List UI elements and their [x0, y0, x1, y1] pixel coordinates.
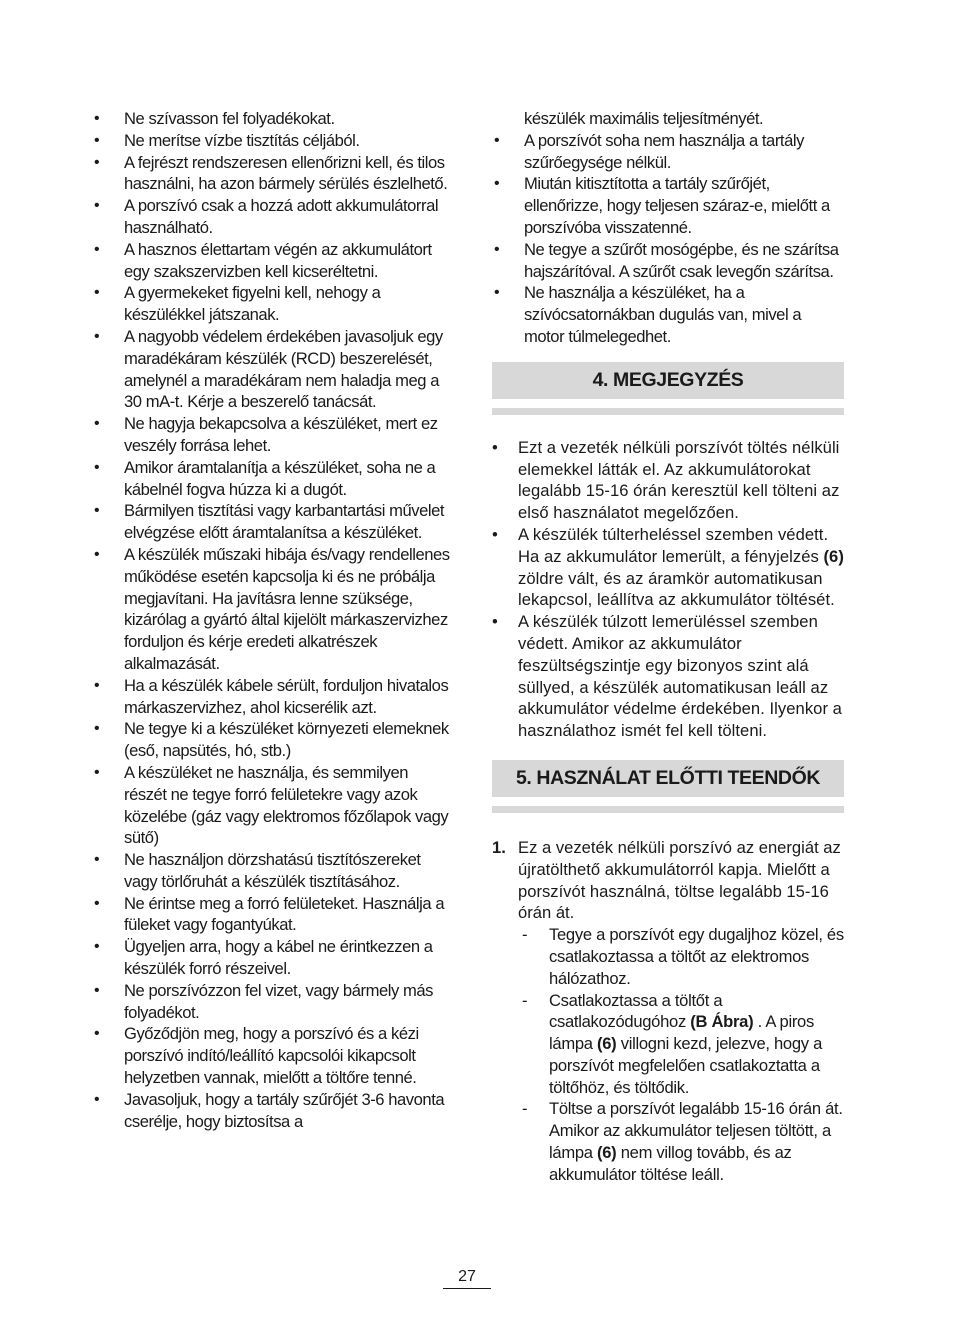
- note-bullet-list: [492, 437, 844, 742]
- bullet-dot-icon: •: [94, 153, 100, 171]
- safety-bullet-item: [92, 544, 452, 675]
- note-bullet-item: [492, 611, 844, 742]
- bullet-text: Ügyeljen arra, hogy a kábel ne érintkezzen a készülék forró részeivel.: [124, 937, 433, 979]
- dash-marker-icon: -: [522, 990, 528, 1010]
- dash-marker-icon: -: [522, 925, 528, 945]
- dash-item: [518, 924, 844, 989]
- bullet-text: Amikor áramtalanítja a készüléket, soha ne a kábelnél fogva húzza ki a dugót.: [124, 457, 436, 499]
- bullet-text: A hasznos élettartam végén az akkumulátort egy szakszervizben kell kicseréltetni.: [124, 239, 432, 281]
- bullet-text: Miután kitisztította a tartály szűrőjét, ellenőrizze, hogy teljesen száraz-e, mielőtt a porszívóba visszatenné.: [524, 174, 830, 237]
- bullet-text: Ne merítse vízbe tisztítás céljából.: [124, 130, 360, 150]
- safety-bullet-item: [92, 849, 452, 893]
- safety-bullet-item: [92, 1089, 452, 1133]
- bullet-text: Győződjön meg, hogy a porszívó és a kézi porszívó indító/leállító kapcsolói kikapcsolt helyzetben vannak, mielőtt a töltőre tenné.: [124, 1024, 419, 1088]
- dash-text: Tegye a porszívót egy dugaljhoz közel, és csatlakoztassa a töltőt az elektromos hálózathoz.: [549, 925, 844, 988]
- bullet-text: A készüléket ne használja, és semmilyen részét ne tegye forró felületekre vagy azok közelébe (gáz vagy elektromos főzőlapok vagy sütő): [124, 762, 449, 848]
- safety-bullet-item: [92, 282, 452, 326]
- bullet-dot-icon: •: [494, 175, 500, 193]
- step-number: 1.: [492, 837, 506, 857]
- bullet-dot-icon: •: [94, 981, 100, 999]
- dash-bold: (6): [597, 1143, 617, 1163]
- safety-bullet-item: [92, 1023, 452, 1088]
- bullet-dot-icon: •: [494, 240, 500, 258]
- step-item: [492, 837, 844, 1186]
- safety-bullet-item: [92, 936, 452, 980]
- section-4-heading: 4. MEGJEGYZÉS: [492, 362, 844, 399]
- bullet-dot-icon: •: [94, 763, 100, 781]
- safety-bullet-item: [92, 718, 452, 762]
- bullet-text: Ne tegye ki a készüléket környezeti elemeknek (eső, napsütés, hó, stb.): [124, 719, 449, 761]
- dash-bold: (B Ábra): [690, 1012, 754, 1032]
- bullet-text: Ne porszívózzon fel vizet, vagy bármely más folyadékot.: [124, 980, 433, 1022]
- bullet-dot-icon: •: [492, 524, 498, 544]
- dash-text: . A piros lámpa: [549, 1012, 814, 1054]
- bullet-dot-icon: •: [94, 720, 100, 738]
- safety-bullet-item: [92, 500, 452, 544]
- bullet-dot-icon: •: [94, 938, 100, 956]
- safety-bullet-item: [92, 893, 452, 937]
- bullet-text: A gyermekeket figyelni kell, nehogy a készülékkel játszanak.: [124, 283, 381, 325]
- filter-bullet-item: [492, 130, 844, 174]
- note-bullet-item: [492, 524, 844, 611]
- note-text-after: zöldre vált, és az áramkör automatikusan lekapcsol, leállítva az akkumulátor töltését.: [518, 568, 835, 610]
- safety-bullet-item: [92, 152, 452, 196]
- bullet-text: Ne használjon dörzshatású tisztítószereket vagy törlőruhát a készülék tisztításához.: [124, 850, 421, 891]
- bullet-text: Ne hagyja bekapcsolva a készüléket, mert ez veszély forrása lehet.: [124, 414, 438, 455]
- safety-bullet-item: [92, 108, 452, 130]
- filter-bullet-item: [492, 239, 844, 283]
- bullet-dot-icon: •: [94, 131, 100, 149]
- bullet-text: Ne tegye a szűrőt mosógépbe, és ne szárítsa hajszárítóval. A szűrőt csak levegőn szárítsa.: [524, 239, 839, 281]
- safety-bullet-item: [92, 130, 452, 152]
- bullet-dot-icon: •: [94, 458, 100, 476]
- bullet-text: A porszívó csak a hozzá adott akkumulátorral használható.: [124, 196, 439, 237]
- section-5-heading: 5. HASZNÁLAT ELŐTTI TEENDŐK: [492, 760, 844, 797]
- bullet-dot-icon: •: [492, 437, 498, 457]
- bullet-text: A porszívót soha nem használja a tartály szűrőegysége nélkül.: [524, 130, 804, 172]
- page-number-rule: [443, 1288, 491, 1289]
- continuation-text: készülék maximális teljesítményét.: [524, 109, 764, 128]
- bullet-dot-icon: •: [494, 131, 500, 149]
- bullet-text: A fejrészt rendszeresen ellenőrizni kell, és tilos használni, ha azon bármely sérülés észlelhető.: [124, 152, 448, 194]
- bullet-dot-icon: •: [494, 284, 500, 302]
- bullet-text: A készülék műszaki hibája és/vagy rendellenes működése esetén kapcsolja ki és ne próbálja megjavítani. Ha javításra lenne szüksége, kizárólag a gyártó által kijelölt márkaszervizhez forduljon és kérje eredeti alkatrészek alkalmazását.: [124, 544, 450, 673]
- note-bullet-item: [492, 437, 844, 524]
- note-bold: (6): [823, 546, 844, 566]
- page-number: 27: [458, 1268, 476, 1285]
- bullet-dot-icon: •: [94, 240, 100, 258]
- safety-bullet-item: [92, 413, 452, 457]
- bullet-text: Ne szívasson fel folyadékokat.: [124, 109, 335, 128]
- dash-text: villogni kezd, jelezve, hogy a porszívót megfelelően csatlakoztatta a töltőhöz, és töltődik.: [549, 1034, 823, 1097]
- filter-bullet-list: [492, 130, 844, 348]
- safety-bullet-item: [92, 457, 452, 501]
- bullet-text: A nagyobb védelem érdekében javasoljuk egy maradékáram készülék (RCD) beszerelését, amelynél a maradékáram nem haladja meg a 30 mA-t. Kérje a beszerelő tanácsát.: [124, 326, 443, 412]
- safety-bullet-item: [92, 239, 452, 283]
- note-text: Ezt a vezeték nélküli porszívót töltés nélküli elemekkel látták el. Az akkumulátorokat legalább 15-16 órán keresztül kell tölteni az első használatot megelőzően.: [518, 437, 840, 523]
- dash-text: nem villog tovább, és az akkumulátor töltése leáll.: [549, 1143, 792, 1184]
- safety-bullet-item: [92, 675, 452, 719]
- left-column: [92, 108, 452, 1132]
- bullet-dot-icon: •: [94, 110, 100, 127]
- bullet-dot-icon: •: [94, 284, 100, 302]
- bullet-dot-icon: •: [94, 415, 100, 433]
- bullet-text: Ne használja a készüléket, ha a szívócsatornákban dugulás van, mivel a motor túlmelegedhet.: [524, 283, 802, 346]
- filter-bullet-item: [492, 282, 844, 347]
- bullet-dot-icon: •: [94, 1025, 100, 1043]
- safety-bullet-item: [92, 980, 452, 1024]
- safety-bullet-item: [92, 762, 452, 849]
- safety-bullet-item: [92, 326, 452, 413]
- step-text: Ez a vezeték nélküli porszívó az energiát az újratölthető akkumulátorról kapja. Mielőtt a porszívót használná, töltse legalább 15-16 órán át.: [518, 837, 841, 923]
- dash-marker-icon: -: [522, 1099, 528, 1119]
- bullet-dot-icon: •: [94, 676, 100, 694]
- bullet-text: Bármilyen tisztítási vagy karbantartási művelet elvégzése előtt áramtalanítsa a készüléket.: [124, 501, 445, 543]
- right-column: [492, 108, 844, 1186]
- steps-list: [492, 837, 844, 1186]
- bullet-dot-icon: •: [94, 502, 100, 520]
- bullet-dot-icon: •: [94, 545, 100, 563]
- bullet-dot-icon: •: [94, 1090, 100, 1108]
- note-text: A készülék túlzott lemerüléssel szemben védett. Amikor az akkumulátor feszültségszintje egy bizonyos szint alá süllyed, a készülék automatikusan leáll az akkumulátor védelme érdekében. Ilyenkor a használathoz ismét fel kell tölteni.: [518, 612, 842, 741]
- bullet-dot-icon: •: [94, 327, 100, 345]
- dash-item: [518, 990, 844, 1099]
- dash-bold: (6): [597, 1034, 617, 1054]
- bullet-dot-icon: •: [94, 851, 100, 869]
- dash-item: [518, 1098, 844, 1185]
- bullet-text: Ne érintse meg a forró felületeket. Használja a füleket vagy fogantyúkat.: [124, 893, 445, 935]
- safety-bullet-list: [92, 108, 452, 1132]
- bullet-dot-icon: •: [94, 894, 100, 912]
- bullet-dot-icon: •: [94, 197, 100, 215]
- section-5-rule: [492, 806, 844, 813]
- section-4-rule: [492, 408, 844, 415]
- dash-text: Töltse a porszívót legalább 15-16 órán át. Amikor az akkumulátor teljesen töltött, a lámpa: [549, 1099, 843, 1163]
- note-text: A készülék túlterheléssel szemben védett. Ha az akkumulátor lemerült, a fényjelzés: [518, 524, 829, 566]
- bullet-text: Ha a készülék kábele sérült, forduljon hivatalos márkaszervizhez, ahol kicserélik azt.: [124, 675, 449, 717]
- dash-text: Csatlakoztassa a töltőt a csatlakozódugóhoz: [549, 990, 723, 1032]
- safety-bullet-item: [92, 195, 452, 239]
- bullet-text: Javasoljuk, hogy a tartály szűrőjét 3-6 havonta cserélje, hogy biztosítsa a: [124, 1089, 445, 1131]
- bullet-dot-icon: •: [492, 612, 498, 632]
- dash-list: [518, 924, 844, 1186]
- filter-bullet-item: [492, 173, 844, 238]
